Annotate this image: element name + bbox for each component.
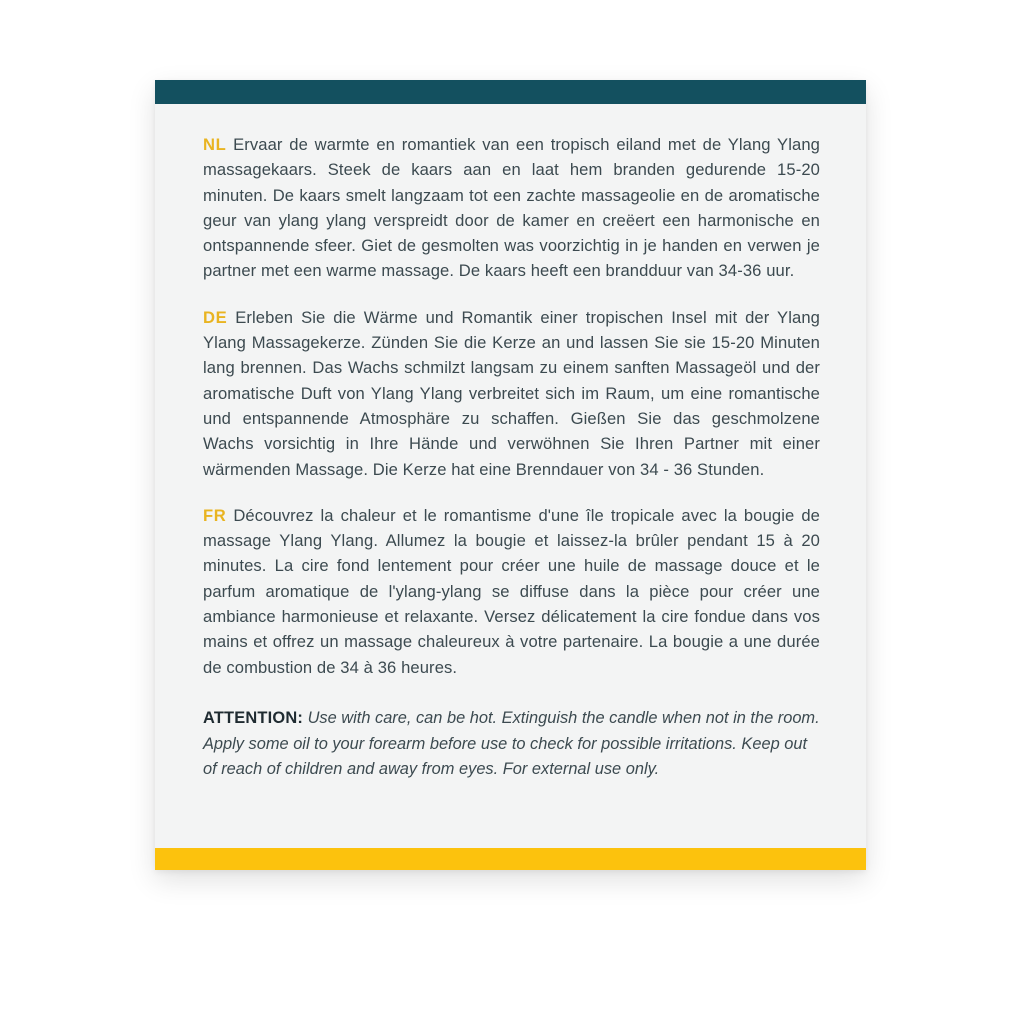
panel-top-accent-bar [155, 80, 866, 104]
paragraph-fr [203, 503, 820, 680]
paragraph-text-de: Erleben Sie die Wärme und Romantik einer tropischen Insel mit der Ylang Ylang Massagekerze. Zünden Sie die Kerze an und lassen Sie sie 15-20 Minuten lang brennen. Das Wachs schmilzt langsam zu einem sanften Massageöl und der aromatische Duft von Ylang Ylang verbreitet sich im Raum, um eine romantische und entspannende Atmosphäre zu schaffen. Gießen Sie das geschmolzene Wachs vorsichtig in Ihre Hände und verwöhnen Sie Ihren Partner mit einer wärmenden Massage. Die Kerze hat eine Brenndauer von 34 - 36 Stunden. [203, 307, 820, 479]
paragraph-nl [203, 132, 820, 284]
panel-content [155, 104, 866, 848]
attention-notice [203, 706, 820, 783]
paragraph-text-nl: Ervaar de warmte en romantiek van een tropisch eiland met de Ylang Ylang massagekaars. Steek de kaars aan en laat hem branden gedurende 15-20 minuten. De kaars smelt langzaam tot een zachte massageolie en de aromatische geur van ylang ylang verspreidt door de kamer en creëert een harmonische en ontspannende sfeer. Giet de gesmolten was voorzichtig in je handen en verwen je partner met een warme massage. De kaars heeft een brandduur van 34-36 uur. [203, 135, 820, 281]
product-label-panel [155, 80, 866, 870]
attention-text: Use with care, can be hot. Extinguish the candle when not in the room. Apply some oil to your forearm before use to check for possible irritations. Keep out of reach of children and away from eyes. For external use only. [203, 708, 820, 779]
language-label-fr: FR [203, 505, 227, 525]
paragraph-text-fr: Découvrez la chaleur et le romantisme d'une île tropicale avec la bougie de massage Ylang Ylang. Allumez la bougie et laissez-la brûler pendant 15 à 20 minutes. La cire fond lentement pour créer une huile de massage douce et le parfum aromatique de l'ylang-ylang se diffuse dans la pièce pour créer une ambiance harmonieuse et relaxante. Versez délicatement la cire fondue dans vos mains et offrez un massage chaleureux à votre partenaire. La bougie a une durée de combustion de 34 à 36 heures. [203, 505, 820, 677]
language-label-de: DE [203, 307, 228, 327]
panel-bottom-accent-bar [155, 848, 866, 870]
language-label-nl: NL [203, 135, 227, 154]
paragraph-de [203, 305, 820, 482]
attention-label: ATTENTION: [203, 708, 304, 727]
